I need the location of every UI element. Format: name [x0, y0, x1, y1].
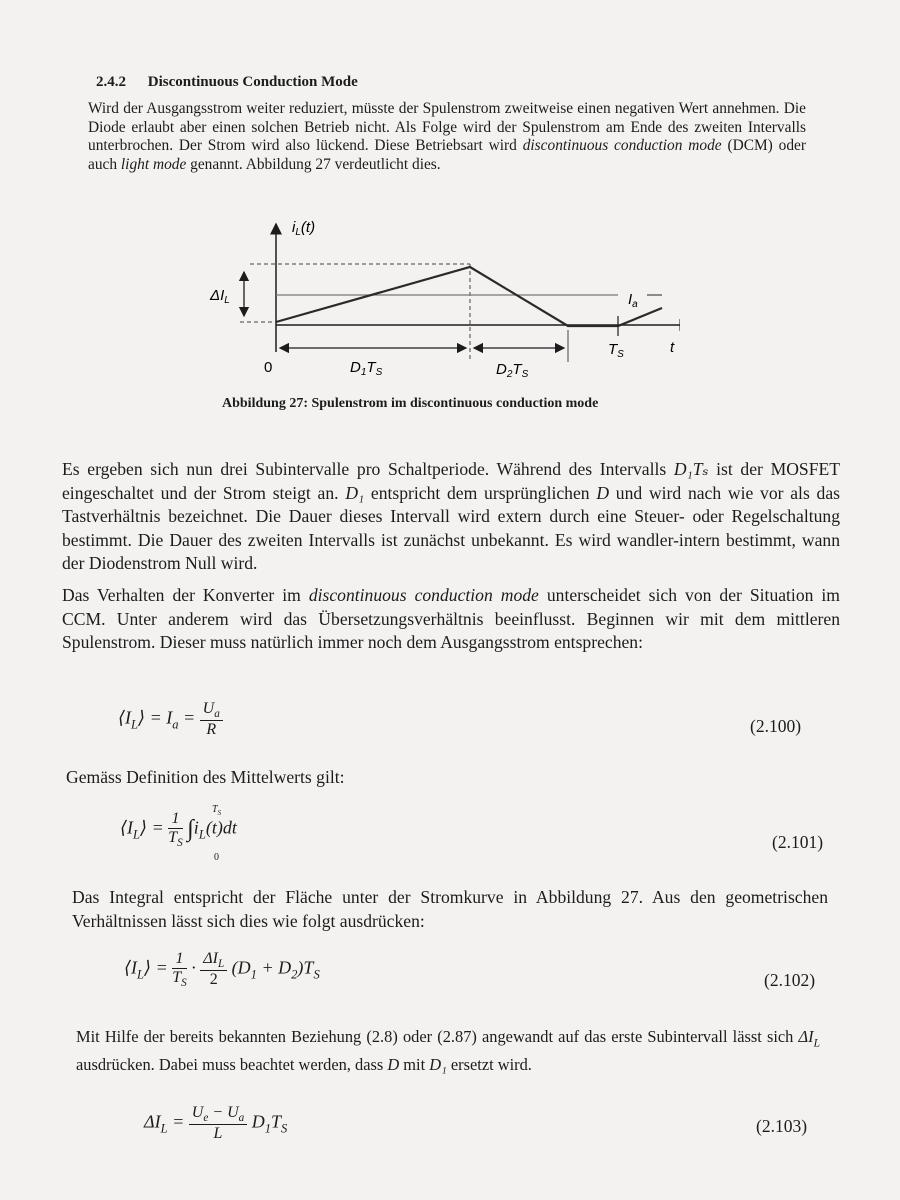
- ia-label: $I_a$: [628, 291, 638, 310]
- p1-em-d: D: [596, 482, 610, 503]
- p1-text-d: und wird nach wie vor als das Tastverhältnis bezeichnet. Die Dauer dieses Intervall wird extern durch eine Steuer- oder Regelschaltung bestimmt. Die Dauer des zweiten Intervalls ist zunächst unbekannt. Es wird wandler-intern bestimmt, wann der Diodenstrom Null wird.: [62, 482, 840, 573]
- p1-em-d1: D₁: [345, 482, 365, 503]
- figure-caption: Abbildung 27: Spulenstrom im discontinuous conduction mode: [222, 396, 599, 411]
- delta-il-label: $\Delta I_L$: [210, 287, 230, 306]
- intro-em-light: light mode: [120, 155, 187, 173]
- paragraph-mean-definition: Gemäss Definition des Mittelwerts gilt:: [66, 767, 345, 787]
- p2-em-dcm: discontinuous conduction mode: [308, 585, 539, 605]
- intro-text-a: Wird der Ausgangsstrom weiter reduziert, müsste der Spulenstrom zweitweise einen negativen Wert annehmen. Die Diode erlaubt aber einen solchen Betrieb nicht. Als Folge wird der Spulenstrom am Ende des zweiten Intervalls unterbrochen. Der Strom wird also lückend. Diese Betriebsart wird: [88, 100, 806, 154]
- equation-2-103: $\Delta I_L$ = $\frac{U_e - U_a}{L}$ $D_1T_S$: [144, 1104, 288, 1143]
- intro-text-c: genannt. Abbildung 27 verdeutlicht dies.: [186, 155, 441, 173]
- intro-paragraph: [88, 100, 806, 174]
- section-heading: [96, 74, 358, 91]
- ts-label: $T_S$: [608, 341, 624, 360]
- paragraph-relation: [76, 1026, 820, 1076]
- section-number: 2.4.2: [96, 74, 126, 90]
- p1-text-a: Es ergeben sich nun drei Subintervalle pro Schaltperiode. Während des Intervalls: [62, 459, 674, 479]
- p5-text-c: mit: [399, 1055, 430, 1075]
- p1-text-b: ist der MOSFET eingeschaltet und der Strom steigt an.: [62, 459, 840, 503]
- p2-text-a: Das Verhalten der Konverter im: [62, 585, 309, 605]
- paragraph-behavior: [62, 584, 840, 655]
- p1-em-d1ts: D₁Tₛ: [673, 459, 709, 479]
- inductor-current-curve: [276, 267, 662, 326]
- p5-text-d: ersetzt wird.: [446, 1055, 532, 1075]
- d2ts-label: $D_2T_S$: [496, 361, 529, 380]
- equation-number-2-103: (2.103): [756, 1116, 808, 1136]
- d1ts-label: $D_1T_S$: [350, 359, 383, 378]
- p5-text-a: Mit Hilfe der bereits bekannten Beziehung (2.8) oder (2.87) angewandt auf das erste Subintervall lässt sich: [76, 1027, 799, 1046]
- intro-em-dcm: discontinuous conduction mode: [522, 137, 722, 154]
- section-title: Discontinuous Conduction Mode: [147, 74, 358, 90]
- p5-em-delta-sub: L: [813, 1037, 820, 1050]
- dcm-waveform-figure: [200, 212, 680, 392]
- p5-text-b: ausdrücken. Dabei muss beachtet werden, dass: [76, 1055, 388, 1075]
- equation-2-101: $⟨I_L⟩$ = $\frac{1}{T_S}$ $\int i_L(t)dt$ $T_S$ 0: [120, 804, 237, 863]
- equation-number-2-101: (2.101): [772, 832, 824, 852]
- p1-text-c: entspricht dem ursprünglichen: [364, 482, 597, 503]
- t-axis-label: t: [670, 339, 675, 356]
- equation-2-100: $⟨I_L⟩ = I_a$ = $\frac{U_a}{R}$: [118, 700, 223, 739]
- p2-text-b: unterscheidet sich von der Situation im CCM. Unter anderem wird das Übersetzungsverhältnis beeinflusst. Beginnen wir mit dem mittleren Spulenstrom. Dieser muss natürlich immer noch dem Ausgangsstrom entsprechen:: [62, 585, 840, 652]
- y-axis-label: $i_L(t)$: [292, 219, 316, 238]
- p5-em-d1: D₁: [429, 1055, 447, 1075]
- equation-2-102: $⟨I_L⟩$ = $\frac{1}{T_S}$ · $\frac{\Delta I_L}{2}$ $(D_1 + D_2)T_S$: [124, 950, 320, 990]
- zero-label: 0: [264, 359, 273, 376]
- p5-em-delta: ΔI: [798, 1027, 814, 1046]
- paragraph-subintervals: [62, 458, 840, 576]
- p5-em-d: D: [387, 1055, 400, 1075]
- equation-number-2-100: (2.100): [750, 716, 802, 736]
- paragraph-integral: Das Integral entspricht der Fläche unter der Stromkurve in Abbildung 27. Aus den geometrischen Verhältnissen lässt sich dies wie folgt ausdrücken:: [72, 887, 828, 931]
- equation-number-2-102: (2.102): [764, 970, 816, 990]
- intro-text-b: (DCM) oder auch: [88, 137, 806, 173]
